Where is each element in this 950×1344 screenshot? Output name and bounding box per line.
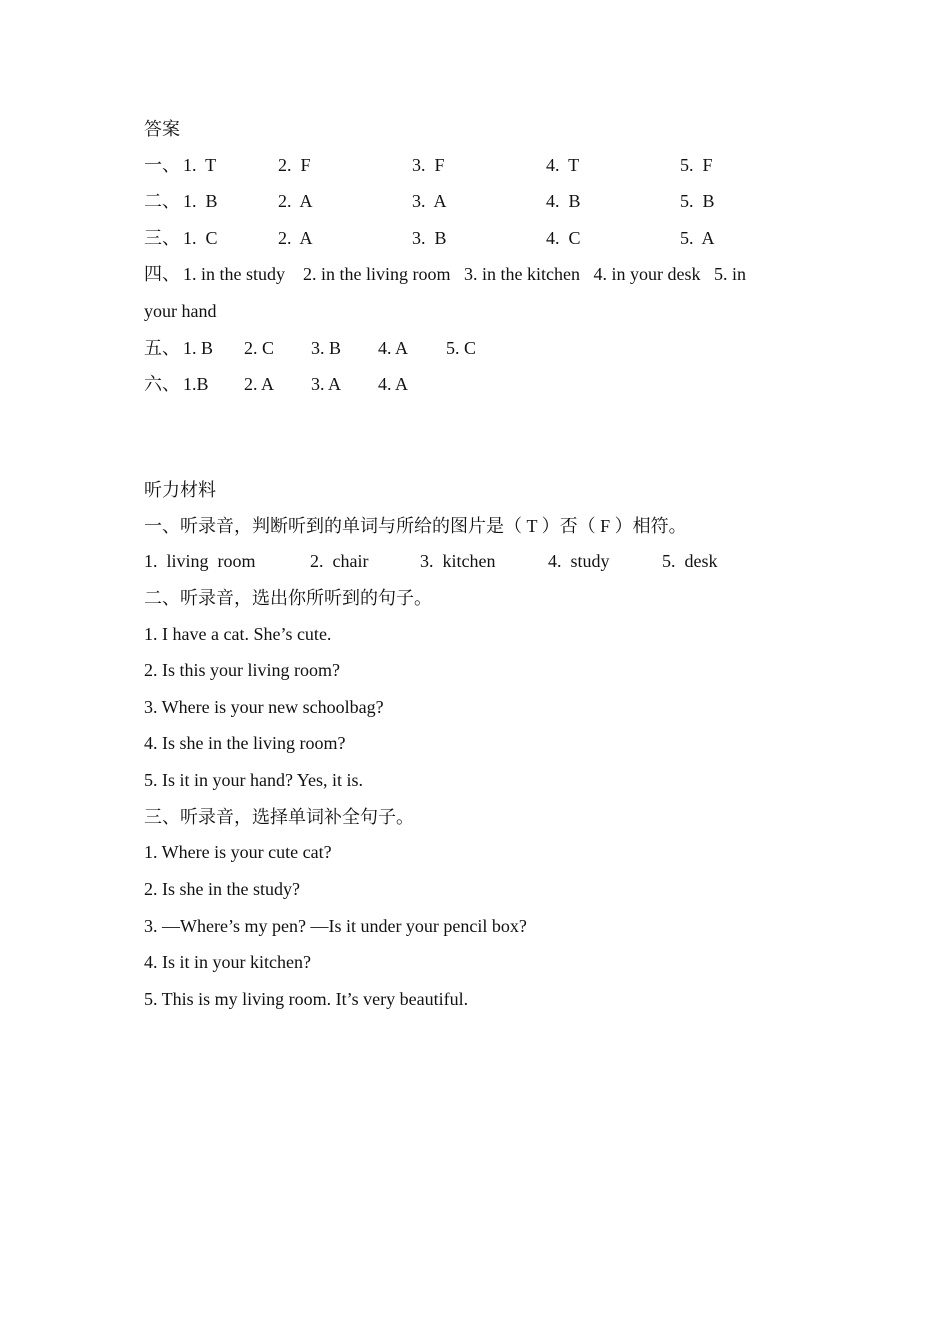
- sentence: 3. —Where’s my pen? —Is it under your pencil box?: [144, 916, 527, 936]
- word-item: 5. desk: [662, 551, 718, 571]
- answer-item: 3. B: [412, 228, 447, 248]
- section-3-heading: 三、听录音，选择单词补全句子。: [144, 807, 414, 827]
- answer-item: 2. A: [278, 191, 313, 211]
- sentence: 5. Is it in your hand? Yes, it is.: [144, 770, 364, 790]
- answer-item: 5. C: [446, 338, 477, 358]
- word-item: 1. living room: [144, 551, 256, 571]
- answer-item: 3. A: [311, 374, 342, 394]
- answers-title: 答案: [144, 119, 180, 139]
- answer-item: 3. F: [412, 155, 445, 175]
- answer-item: 5. B: [680, 191, 715, 211]
- answer-item: 2. A: [244, 374, 275, 394]
- row-label: 五、: [144, 338, 180, 358]
- answer-item: 1. C: [183, 228, 218, 248]
- answer-item: 3. B: [311, 338, 342, 358]
- answer-item: 4. B: [546, 191, 581, 211]
- word-item: 3. kitchen: [420, 551, 496, 571]
- answer-row-4-continued: your hand: [144, 301, 217, 321]
- answer-item: 2. C: [244, 338, 275, 358]
- row-label: 四、: [144, 264, 180, 284]
- sentence: 5. This is my living room. It’s very beautiful.: [144, 989, 469, 1009]
- answer-item: 4. T: [546, 155, 580, 175]
- answer-item: 4. C: [546, 228, 581, 248]
- answer-text: 1. in the study 2. in the living room 3. in the kitchen 4. in your desk 5. in: [183, 264, 746, 284]
- sentence: 4. Is it in your kitchen?: [144, 952, 311, 972]
- answer-item: 1. B: [183, 191, 218, 211]
- section-2-heading: 二、听录音，选出你所听到的句子。: [144, 588, 432, 608]
- sentence: 1. Where is your cute cat?: [144, 842, 332, 862]
- sentence: 3. Where is your new schoolbag?: [144, 697, 384, 717]
- answer-item: 5. F: [680, 155, 713, 175]
- answer-item: 5. A: [680, 228, 715, 248]
- word-item: 4. study: [548, 551, 610, 571]
- answer-item: 3. A: [412, 191, 447, 211]
- sentence: 1. I have a cat. She’s cute.: [144, 624, 332, 644]
- answer-item: 2. A: [278, 228, 313, 248]
- row-label: 一、: [144, 155, 180, 175]
- answer-item: 2. F: [278, 155, 311, 175]
- listening-title: 听力材料: [144, 480, 216, 500]
- sentence: 4. Is she in the living room?: [144, 733, 346, 753]
- sentence: 2. Is she in the study?: [144, 879, 300, 899]
- sentence: 2. Is this your living room?: [144, 660, 340, 680]
- answer-item: 4. A: [378, 374, 409, 394]
- answer-item: 1. B: [183, 338, 214, 358]
- answer-item: 1.B: [183, 374, 209, 394]
- row-label: 三、: [144, 228, 180, 248]
- row-label: 二、: [144, 191, 180, 211]
- answer-item: 4. A: [378, 338, 409, 358]
- word-item: 2. chair: [310, 551, 369, 571]
- section-1-heading: 一、听录音，判断听到的单词与所给的图片是（ T ）否（ F ）相符。: [144, 516, 687, 536]
- row-label: 六、: [144, 374, 180, 394]
- answer-item: 1. T: [183, 155, 217, 175]
